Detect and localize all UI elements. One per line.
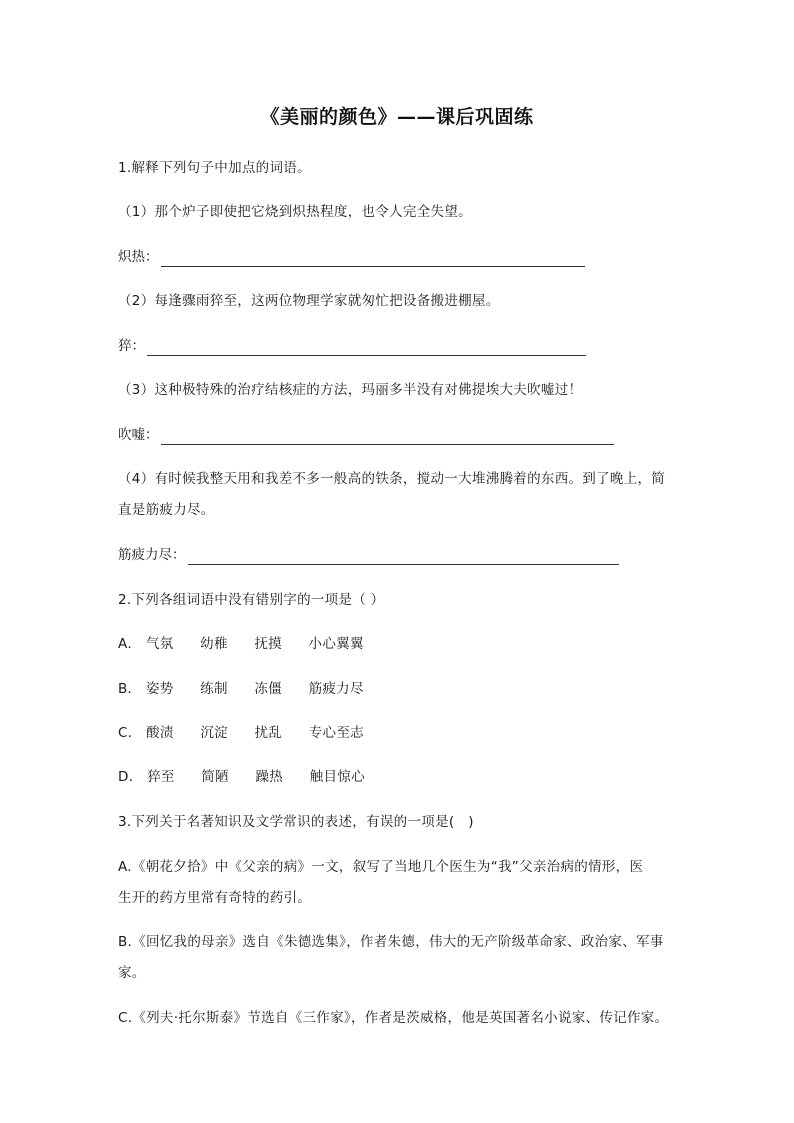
question-1-item-4-line-1: （4）有时候我整天用和我差不多一般高的铁条，搅动一大堆沸腾着的东西。到了晚上，简: [118, 471, 666, 487]
answer-row-2: [118, 336, 586, 356]
question-2-option-c[interactable]: [118, 723, 386, 743]
option-word: 扰乱: [254, 725, 283, 741]
answer-label: 吹嘘：: [118, 427, 159, 443]
question-3-option-a-line-2: 生开的药方里常有奇特的药引。: [118, 890, 312, 906]
answer-label: 筋疲力尽：: [118, 547, 186, 563]
answer-blank[interactable]: [188, 550, 619, 565]
answer-blank[interactable]: [161, 430, 614, 445]
option-word: 姿势: [145, 681, 174, 697]
answer-blank[interactable]: [161, 252, 585, 267]
question-2-option-b[interactable]: [118, 679, 386, 699]
page-title: 《美丽的颜色》——课后巩固练: [260, 106, 534, 128]
question-2-option-d[interactable]: [118, 767, 387, 787]
option-word: 酸渍: [146, 725, 174, 741]
question-1-item-3: （3）这种极特殊的治疗结核症的方法，玛丽多半没有对佛提埃大夫吹嘘过！: [118, 382, 583, 398]
option-word: 练制: [200, 681, 228, 697]
question-3-option-a-line-1[interactable]: A.《朝花夕拾》中《父亲的病》一文，叙写了当地几个医生为“我”父亲治病的情形，医: [118, 859, 644, 875]
option-word: 筋疲力尽: [308, 681, 364, 697]
option-letter: B．: [118, 681, 142, 697]
answer-row-4: [118, 545, 619, 565]
option-word: 冻僵: [254, 681, 282, 697]
option-word: 猝至: [147, 769, 175, 785]
answer-blank[interactable]: [147, 341, 586, 356]
answer-label: 炽热：: [118, 249, 159, 265]
option-word: 简陋: [201, 769, 229, 785]
question-1-item-2: （2）每逢骤雨猝至，这两位物理学家就匆忙把设备搬进棚屋。: [118, 293, 500, 309]
option-letter: D．: [118, 769, 143, 785]
question-3-option-c[interactable]: C.《列夫·托尔斯泰》节选自《三作家》，作者是茨威格，他是英国著名小说家、传记作家。: [118, 1010, 669, 1026]
question-3-stem: 3.下列关于名著知识及文学常识的表述，有误的一项是( ): [118, 814, 474, 830]
option-word: 躁热: [255, 769, 284, 785]
option-word: 小心翼翼: [308, 636, 364, 652]
answer-row-3: [118, 425, 614, 445]
option-letter: C．: [118, 725, 142, 741]
question-1-item-4-line-2: 直是筋疲力尽。: [118, 502, 215, 518]
option-word: 触目惊心: [309, 769, 365, 785]
option-word: 专心至志: [308, 725, 364, 741]
option-word: 气氛: [145, 636, 174, 652]
option-letter: A．: [118, 636, 142, 652]
question-3-option-b-line-1[interactable]: B.《回忆我的母亲》选自《朱德选集》，作者朱德，伟大的无产阶级革命家、政治家、军事: [118, 934, 664, 950]
question-1-stem: 1.解释下列句子中加点的词语。: [118, 160, 311, 176]
option-word: 幼稚: [200, 636, 228, 652]
question-1-item-1: （1）那个炉子即使把它烧到炽热程度，也令人完全失望。: [118, 204, 472, 220]
option-word: 抚摸: [254, 636, 282, 652]
question-2-stem: 2.下列各组词语中没有错别字的一项是（ ）: [118, 592, 385, 608]
answer-label: 猝：: [118, 338, 145, 354]
option-word: 沉淀: [200, 725, 228, 741]
question-2-option-a[interactable]: [118, 634, 386, 654]
question-3-option-b-line-2: 家。: [118, 965, 146, 981]
answer-row-1: [118, 247, 585, 267]
